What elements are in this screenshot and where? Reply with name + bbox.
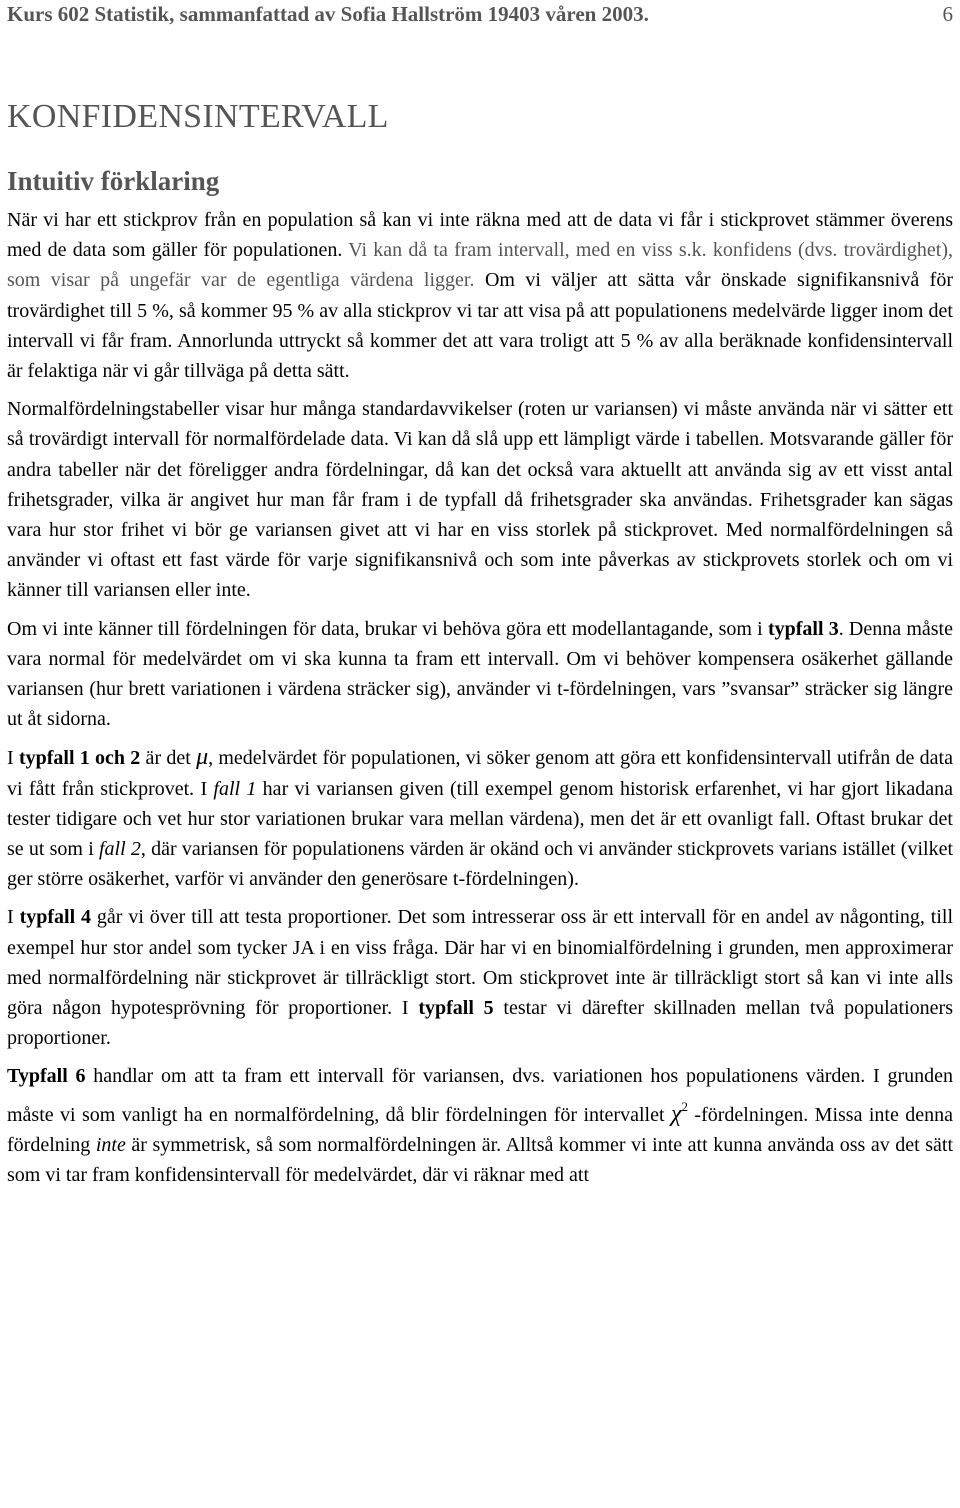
paragraph-1 xyxy=(7,205,953,386)
section-heading: KONFIDENSINTERVALL xyxy=(7,98,389,135)
paragraph-2: Normalfördelningstabeller visar hur många standardavvikelser (roten ur variansen) vi måste använda när vi sätter ett så trovärdigt intervall för normalfördelade data. Vi kan då slå upp ett lämpligt värde i tabellen. Motsvarande gäller för andra tabeller när det föreligger andra fördelningar, då kan det också vara aktuellt att använda sig av ett visst antal frihetsgrader, vilka är angivet hur man får fram i de typfall då frihetsgrader ska användas. Frihetsgrader kan sägas vara hur stor frihet vi bör ge variansen givet att vi har en viss storlek på stickprovet. Med normalfördelningen så använder vi oftast ett fast värde för varje signifikansnivå och som inte påverkas av stickprovets storlek och om vi känner till variansen eller inte. xyxy=(7,398,953,602)
p4-fall-2: fall 2 xyxy=(98,838,141,861)
p4-fall-1: fall 1 xyxy=(213,777,257,800)
p1-sentence-3: Om vi väljer att sätta vår önskade signifikansnivå för trovärdighet till 5 %, så kommer 95 % av alla stickprov vi tar att visa på att populationens medelvärde ligger inom det intervall vi får fram. Annorlunda uttryckt så kommer det att vara troligt att 5 % av alla beräknade konfidensintervall är felaktiga när vi går tillväga på detta sätt. xyxy=(7,269,953,383)
p5-text-e: testar vi därefter skillnaden mellan två populationers proportioner. xyxy=(7,997,953,1050)
p6-inte: inte xyxy=(95,1133,126,1156)
page-number: 6 xyxy=(942,2,953,26)
chi-superscript: 2 xyxy=(681,1098,688,1114)
paragraph-3 xyxy=(7,614,953,735)
p5-text-a: I xyxy=(7,906,20,929)
p4-text-a: I xyxy=(7,747,19,770)
paragraph-6 xyxy=(7,1061,953,1190)
p3-typfall: typfall 3 xyxy=(767,617,839,640)
p4-text-f: har vi variansen given (till exempel genom historisk erfarenhet, vi har gjort likadana tester tidigare och vet hur stor variationen brukar vara mellan värdena), men det är ett ovanligt fall. Oftast brukar det se ut som i xyxy=(7,777,954,861)
paragraph-4 xyxy=(7,742,953,894)
p1-sentence-1: När vi har ett stickprov från en population så kan vi inte räkna med att de data vi får i stickprovet stämmer överens med de data som gäller för populationen. xyxy=(7,209,953,262)
subsection-heading: Intuitiv förklaring xyxy=(7,166,220,196)
p6-typfall-6: Typfall 6 xyxy=(7,1065,86,1088)
p4-text-c: är det xyxy=(140,747,197,770)
chi-symbol: χ xyxy=(670,1100,682,1127)
p3-text-c: . Denna måste vara normal för medelvärdet om vi ska kunna ta fram ett intervall. Om vi behöver kompensera osäkerhet gällande variansen (hur brett variationen i värdena sträcker sig), använder vi t-fördelningen, vars ”svansar” sträcker sig längre ut åt sidorna. xyxy=(7,617,953,731)
p5-text-c: går vi över till att testa proportioner. Det som intresserar oss är ett intervall för en andel av någonting, till exempel hur stor andel som tycker JA i en viss fråga. Där har vi en binomialfördelning i grunden, men approximerar med normalfördelning när stickprovet är tillräckligt stort. Om stickprovet inte är tillräckligt stort så kan vi inte alls göra någon hypotesprövning för proportioner. I xyxy=(7,906,953,1020)
p1-sentence-2: Vi kan då ta fram intervall, med en viss s.k. konfidens (dvs. trovärdighet), som visar på ungefär var de egentliga värdena ligger. xyxy=(7,239,954,292)
header-title: Kurs 602 Statistik, sammanfattad av Sofia Hallström 19403 våren 2003. xyxy=(7,2,649,26)
p5-typfall-4: typfall 4 xyxy=(19,906,92,929)
page-header xyxy=(7,2,953,27)
body-text xyxy=(7,205,953,1198)
p6-text-b: handlar om att ta fram ett intervall för variansen, dvs. variationen hos populationens värden. I grunden måste vi som vanligt ha en normalfördelning, då blir fördelningen för intervallet xyxy=(7,1065,953,1126)
p6-text-e: är symmetrisk, så som normalfördelningen är. Alltså kommer vi inte att kunna använda oss av det sätt som vi tar fram konfidensintervall för medelvärdet, där vi räknar med att xyxy=(7,1133,953,1187)
paragraph-5 xyxy=(7,902,953,1053)
p4-text-d: , medelvärdet för populationen, vi söker genom att göra ett konfidensintervall utifrån de data vi fått från stickprovet. I xyxy=(7,747,953,800)
p6-text-c: -fördelningen. Missa inte denna fördelning xyxy=(7,1103,954,1156)
p3-text-a: Om vi inte känner till fördelningen för data, brukar vi behöva göra ett modellantagande, som i xyxy=(7,617,768,640)
p4-typfall: typfall 1 och 2 xyxy=(18,747,141,770)
p4-text-h: , där variansen för populationens värden är okänd och vi använder stickprovets varians istället (vilket ger större osäkerhet, varför vi använder den generösare t-fördelningen). xyxy=(7,838,953,891)
mu-symbol: μ xyxy=(196,744,209,771)
p5-typfall-5: typfall 5 xyxy=(418,997,494,1020)
